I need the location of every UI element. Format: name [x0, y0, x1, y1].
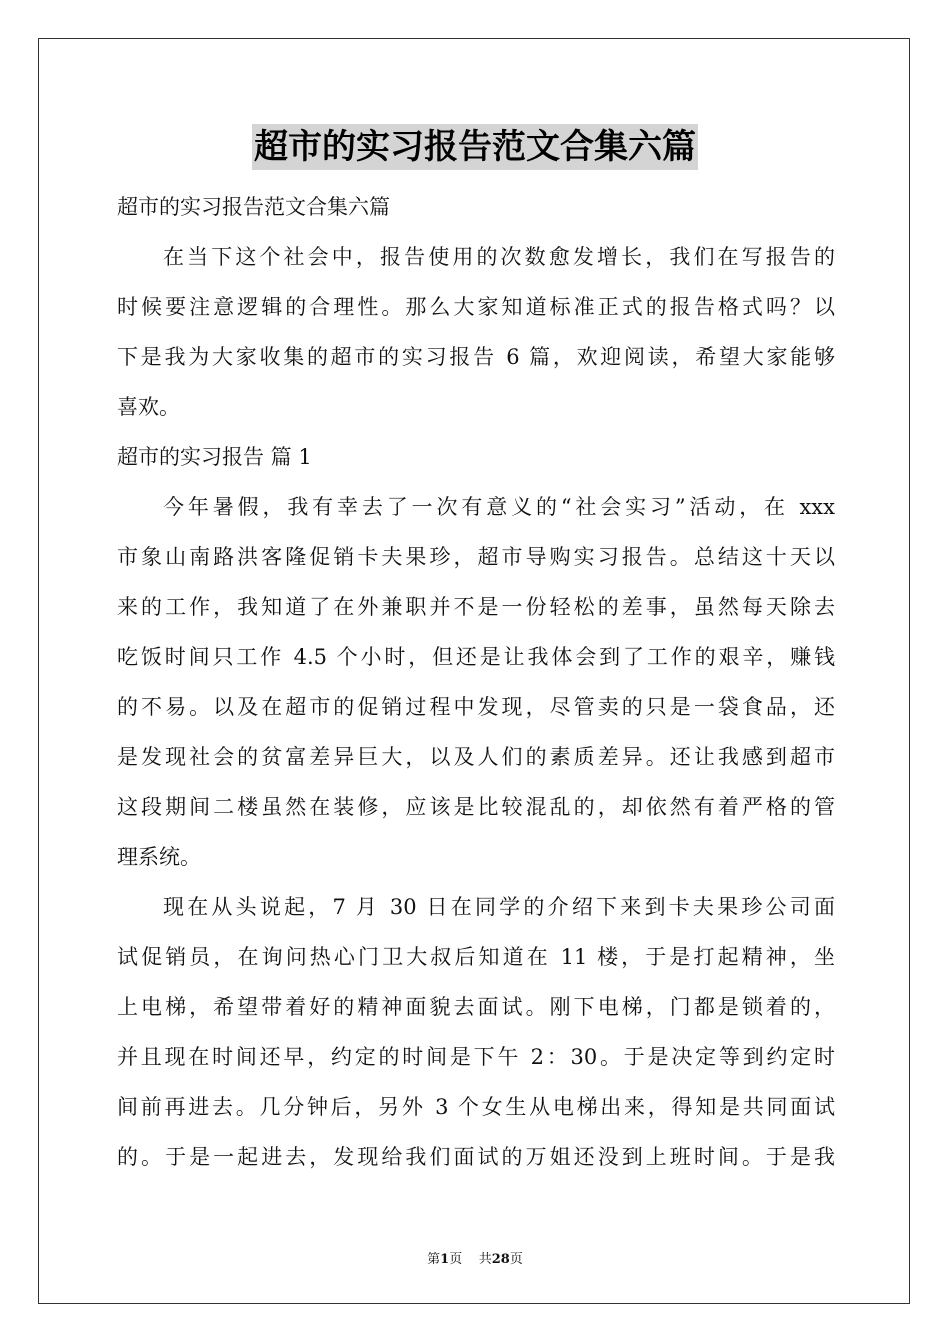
page-footer [0, 1248, 950, 1267]
paragraph-line: 今年暑假，我有幸去了一次有意义的“社会实习”活动，在 xxx [163, 495, 835, 519]
paragraph-line: 是发现社会的贫富差异巨大，以及人们的素质差异。还让我感到超市 [117, 745, 835, 769]
page-mid: 页 共 [449, 1252, 492, 1267]
page-total-number: 28 [491, 1252, 510, 1267]
page-suffix: 页 [509, 1252, 523, 1267]
paragraph-line: 现在从头说起，7 月 30 日在同学的介绍下来到卡夫果珍公司面 [163, 895, 835, 919]
paragraph-line: 来的工作，我知道了在外兼职并不是一份轻松的差事，虽然每天除去 [117, 595, 835, 619]
document-title: 超市的实习报告范文合集六篇 [252, 124, 698, 170]
paragraph-line: 这段期间二楼虽然在装修，应该是比较混乱的，却依然有着严格的管 [117, 795, 835, 819]
paragraph-line: 试促销员，在询问热心门卫大叔后知道在 11 楼，于是打起精神，坐 [117, 945, 835, 969]
paragraph-line: 理系统。 [117, 845, 201, 869]
paragraph-line: 的。于是一起进去，发现给我们面试的万姐还没到上班时间。于是我 [117, 1145, 835, 1169]
paragraph-line: 下是我为大家收集的超市的实习报告 6 篇，欢迎阅读，希望大家能够 [117, 345, 835, 369]
title-container [0, 124, 950, 170]
paragraph-line: 在当下这个社会中，报告使用的次数愈发增长，我们在写报告的 [163, 245, 835, 269]
page-prefix: 第 [427, 1252, 441, 1267]
paragraph-line: 间前再进去。几分钟后，另外 3 个女生从电梯出来，得知是共同面试 [117, 1095, 835, 1119]
section-heading: 超市的实习报告 篇 1 [117, 445, 312, 469]
paragraph-line: 喜欢。 [117, 395, 180, 419]
paragraph-line: 时候要注意逻辑的合理性。那么大家知道标准正式的报告格式吗？以 [117, 295, 835, 319]
document-body [117, 182, 835, 1182]
page-current-number: 1 [440, 1252, 450, 1267]
paragraph-line: 的不易。以及在超市的促销过程中发现，尽管卖的只是一袋食品，还 [117, 695, 835, 719]
subtitle-line: 超市的实习报告范文合集六篇 [117, 195, 390, 219]
paragraph-line: 并且现在时间还早，约定的时间是下午 2：30。于是决定等到约定时 [117, 1045, 835, 1069]
paragraph-line: 市象山南路洪客隆促销卡夫果珍，超市导购实习报告。总结这十天以 [117, 545, 835, 569]
paragraph-line: 吃饭时间只工作 4.5 个小时，但还是让我体会到了工作的艰辛，赚钱 [117, 645, 835, 669]
paragraph-line: 上电梯，希望带着好的精神面貌去面试。刚下电梯，门都是锁着的， [117, 995, 835, 1019]
